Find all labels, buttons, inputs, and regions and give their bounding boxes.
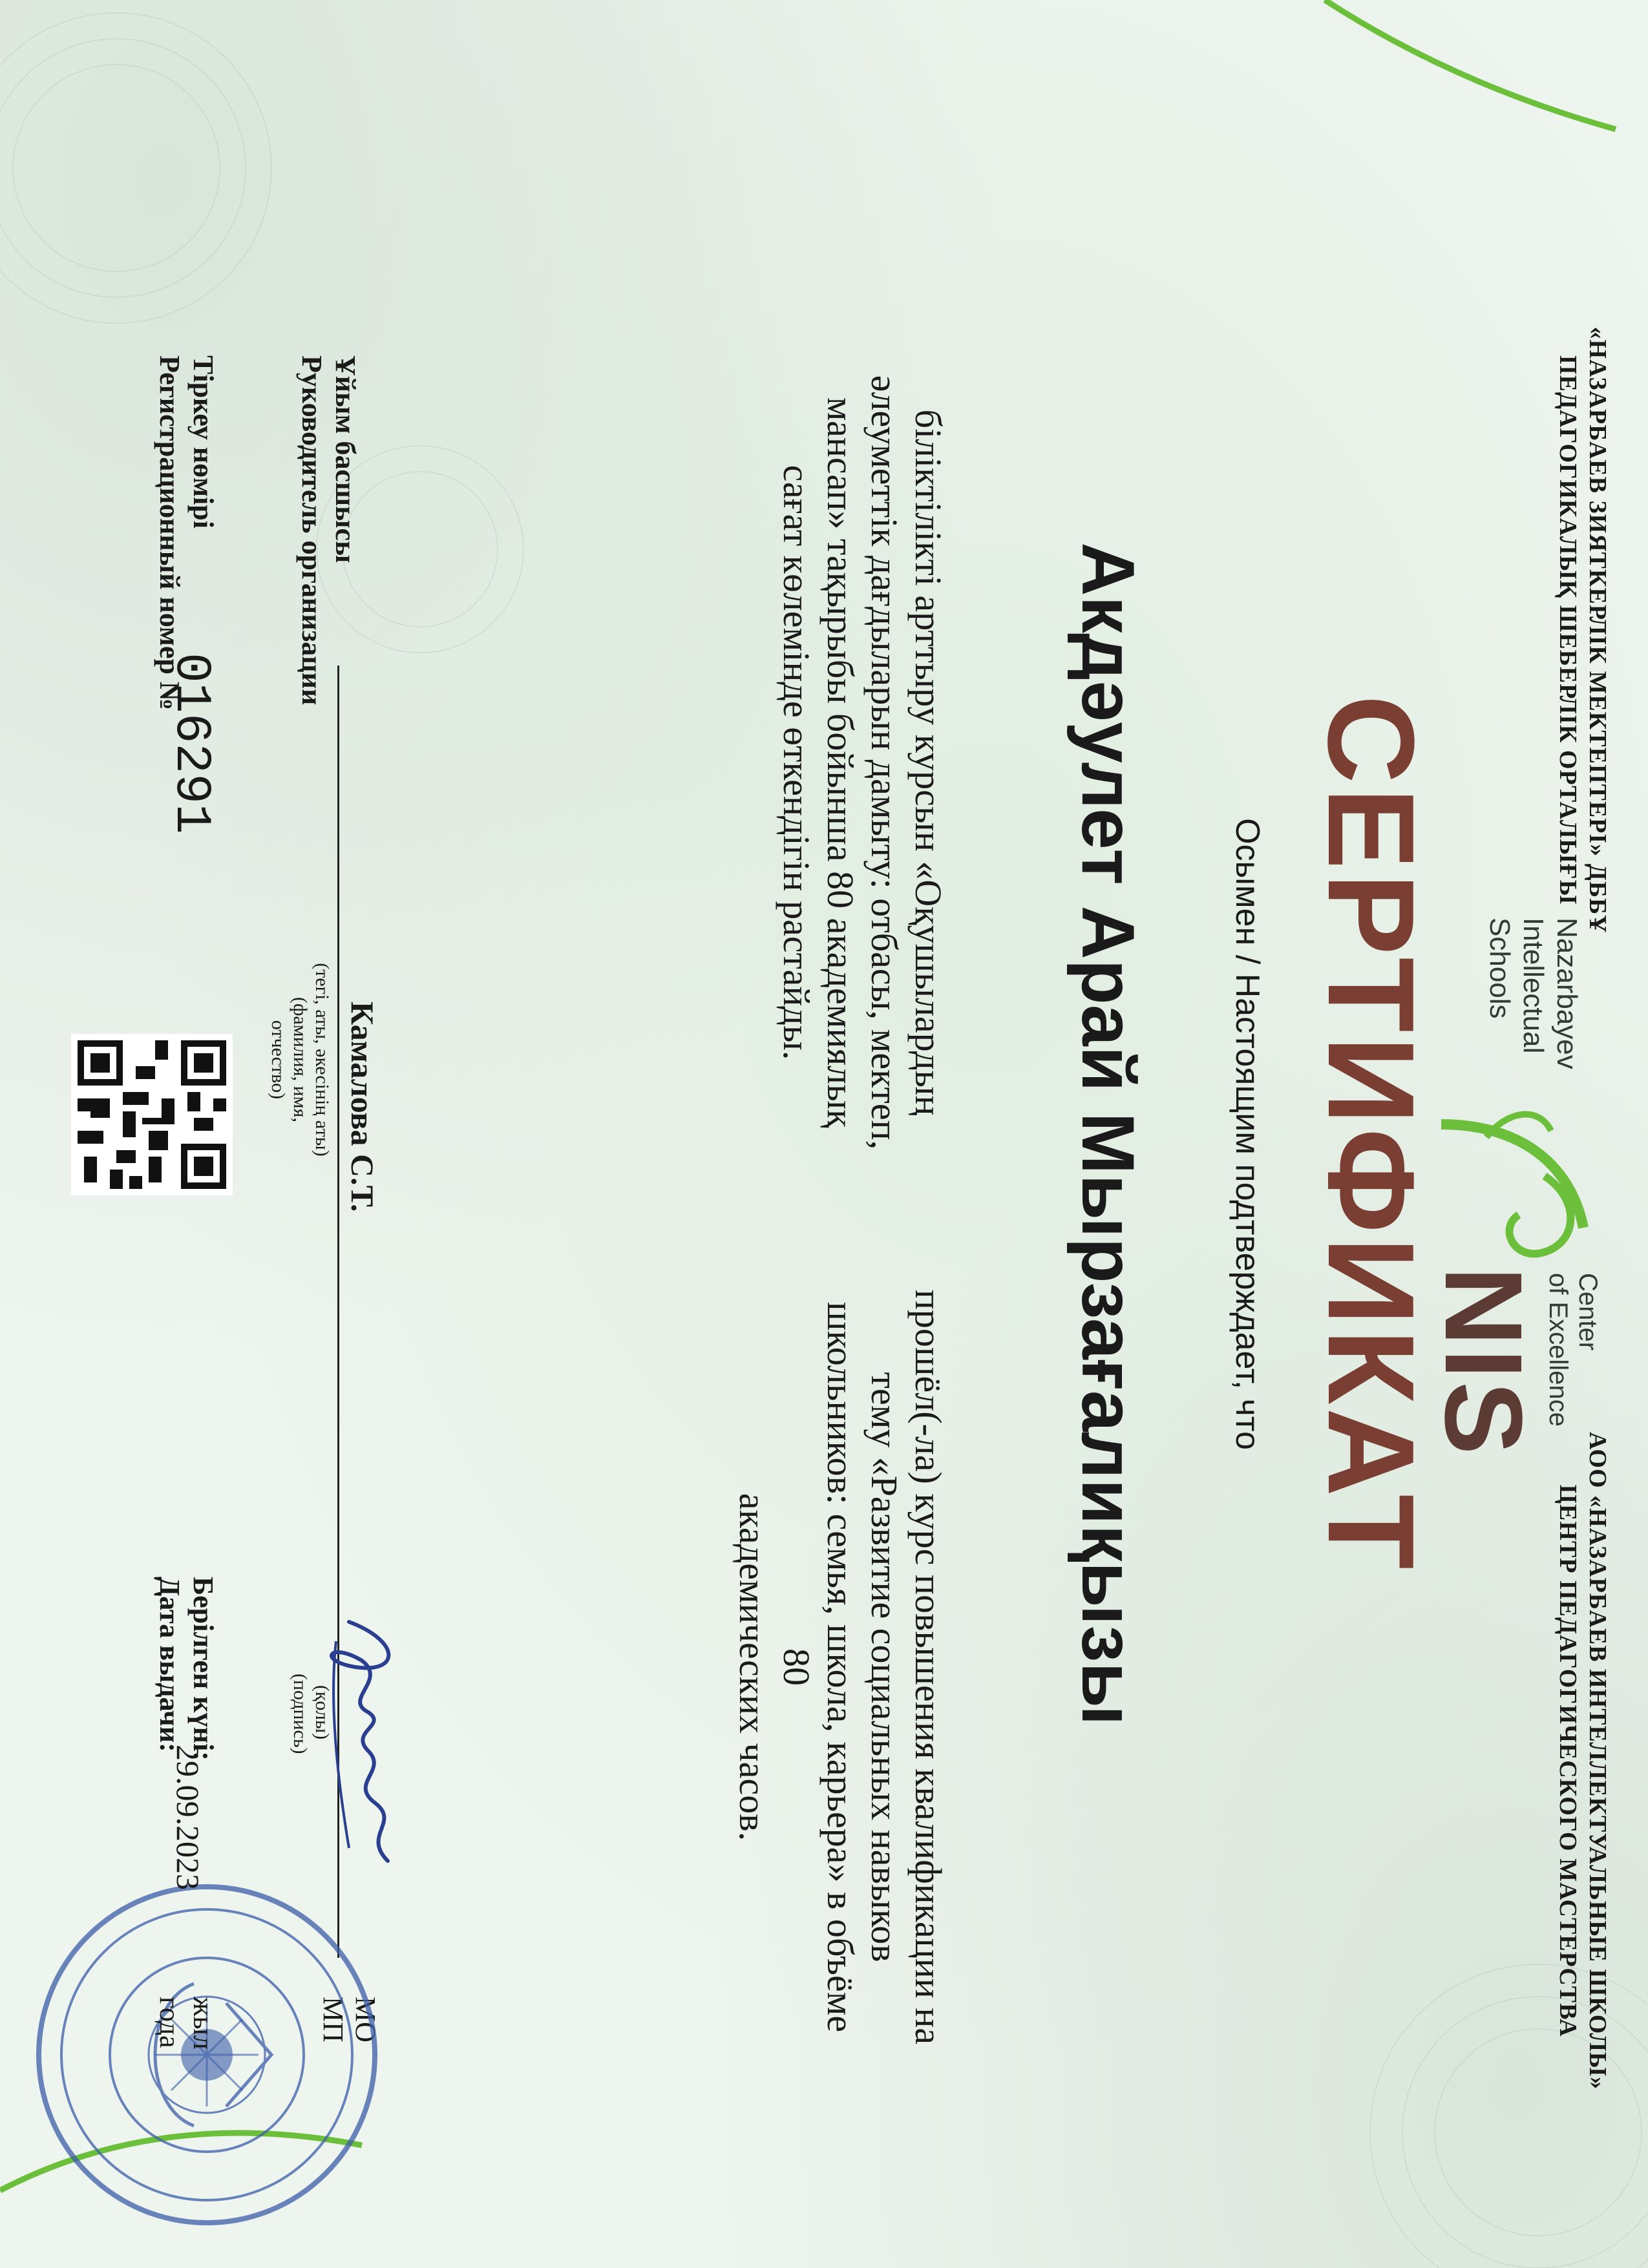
head-label [295, 355, 362, 705]
logo-tag-1: Center [1574, 1273, 1602, 1351]
logo-line-1: Nazarbayev [1551, 918, 1583, 1069]
head-label-kz: Ұйым басшысы [330, 355, 361, 563]
course-text-ru [730, 1279, 950, 2055]
logo-tag-2: of Excellence [1544, 1273, 1572, 1427]
registration-label-ru: Регистрационный номер № [154, 355, 185, 711]
text-kz-line: біліктілікті арттыру курсын «Оқушылардың [907, 409, 949, 1116]
sign-note [289, 1674, 333, 1754]
text-ru-line: школьников: семья, школа, карьера» в объёме 80 [776, 1301, 861, 2033]
registration-label-kz: Тіркеу нөмірі [187, 355, 219, 529]
head-label-ru: Руководитель организации [296, 355, 328, 706]
year-word [153, 1997, 220, 2050]
issue-label-kz: Берілген күні: [187, 1577, 219, 1761]
stamp-label-kz: МО [350, 1997, 381, 2042]
year-word-kz: жыл [187, 1997, 219, 2050]
text-ru-line: прошёл(-ла) курс повышения квалификации на [907, 1289, 949, 2045]
logo-line-3: Schools [1484, 918, 1516, 1019]
recipient-name: Акдәулет Арай Мырзағалиқызы [1066, 542, 1149, 1726]
course-text-kz [774, 375, 950, 1150]
organization-kz: «НАЗАРБАЕВ ЗИЯТКЕРЛІК МЕКТЕПТЕРІ» ДББҰ ПЕДАГОГИКАЛЫҚ ШЕБЕРЛІК ОРТАЛЫҒЫ [1554, 326, 1611, 934]
text-ru-line: тему «Развитие социальных навыков [863, 1372, 905, 1962]
nis-leaf-logo-icon [1428, 1098, 1622, 1266]
registration-number: 016291 [162, 653, 219, 834]
sign-note-ru: (подпись) [290, 1674, 311, 1754]
stamp-label-ru: МП [317, 1997, 349, 2042]
logo-acronym: NIS [1422, 1266, 1545, 1458]
year-word-ru: года [154, 1997, 185, 2048]
text-kz-line: сағат көлемінде өткендігін растайды. [776, 465, 818, 1060]
head-name: Камалова С.Т. [344, 1002, 381, 1212]
fio-note-kz: (тегі, аты, әкесінің аты) [312, 963, 333, 1157]
fio-note-ru: (фамилия, имя, отчество) [268, 997, 311, 1122]
official-seal-stamp [26, 1874, 388, 2236]
issue-date-label [153, 1577, 220, 1761]
text-kz-line: әлеуметтік дағдыларын дамыту: отбасы, мектеп, [863, 375, 905, 1150]
logo-wordmark [1483, 918, 1583, 1069]
fio-note [267, 963, 333, 1157]
issue-label-ru: Дата выдачи: [154, 1577, 185, 1752]
text-ru-line: академических часов. [732, 1493, 774, 1842]
logo-line-2: Intellectual [1517, 918, 1549, 1054]
text-kz-line: мансап» тақырыбы бойынша 80 академиялық [819, 397, 861, 1128]
logo-tagline [1543, 1273, 1603, 1427]
qr-code-icon [71, 1034, 233, 1195]
issue-date: 29.09.2023 [170, 1745, 206, 1890]
organization-ru: АОО «НАЗАРБАЕВ ИНТЕЛЛЕКТУАЛЬНЫЕ ШКОЛЫ» ЦЕНТР ПЕДАГОГИЧЕСКОГО МАСТЕРСТВА [1554, 1431, 1611, 2090]
sign-note-kz: (қолы) [312, 1685, 333, 1740]
certificate-subtitle: Осымен / Настоящим подтверждает, что [1229, 818, 1266, 1450]
certificate-title: СЕРТИФИКАТ [1302, 695, 1439, 1573]
